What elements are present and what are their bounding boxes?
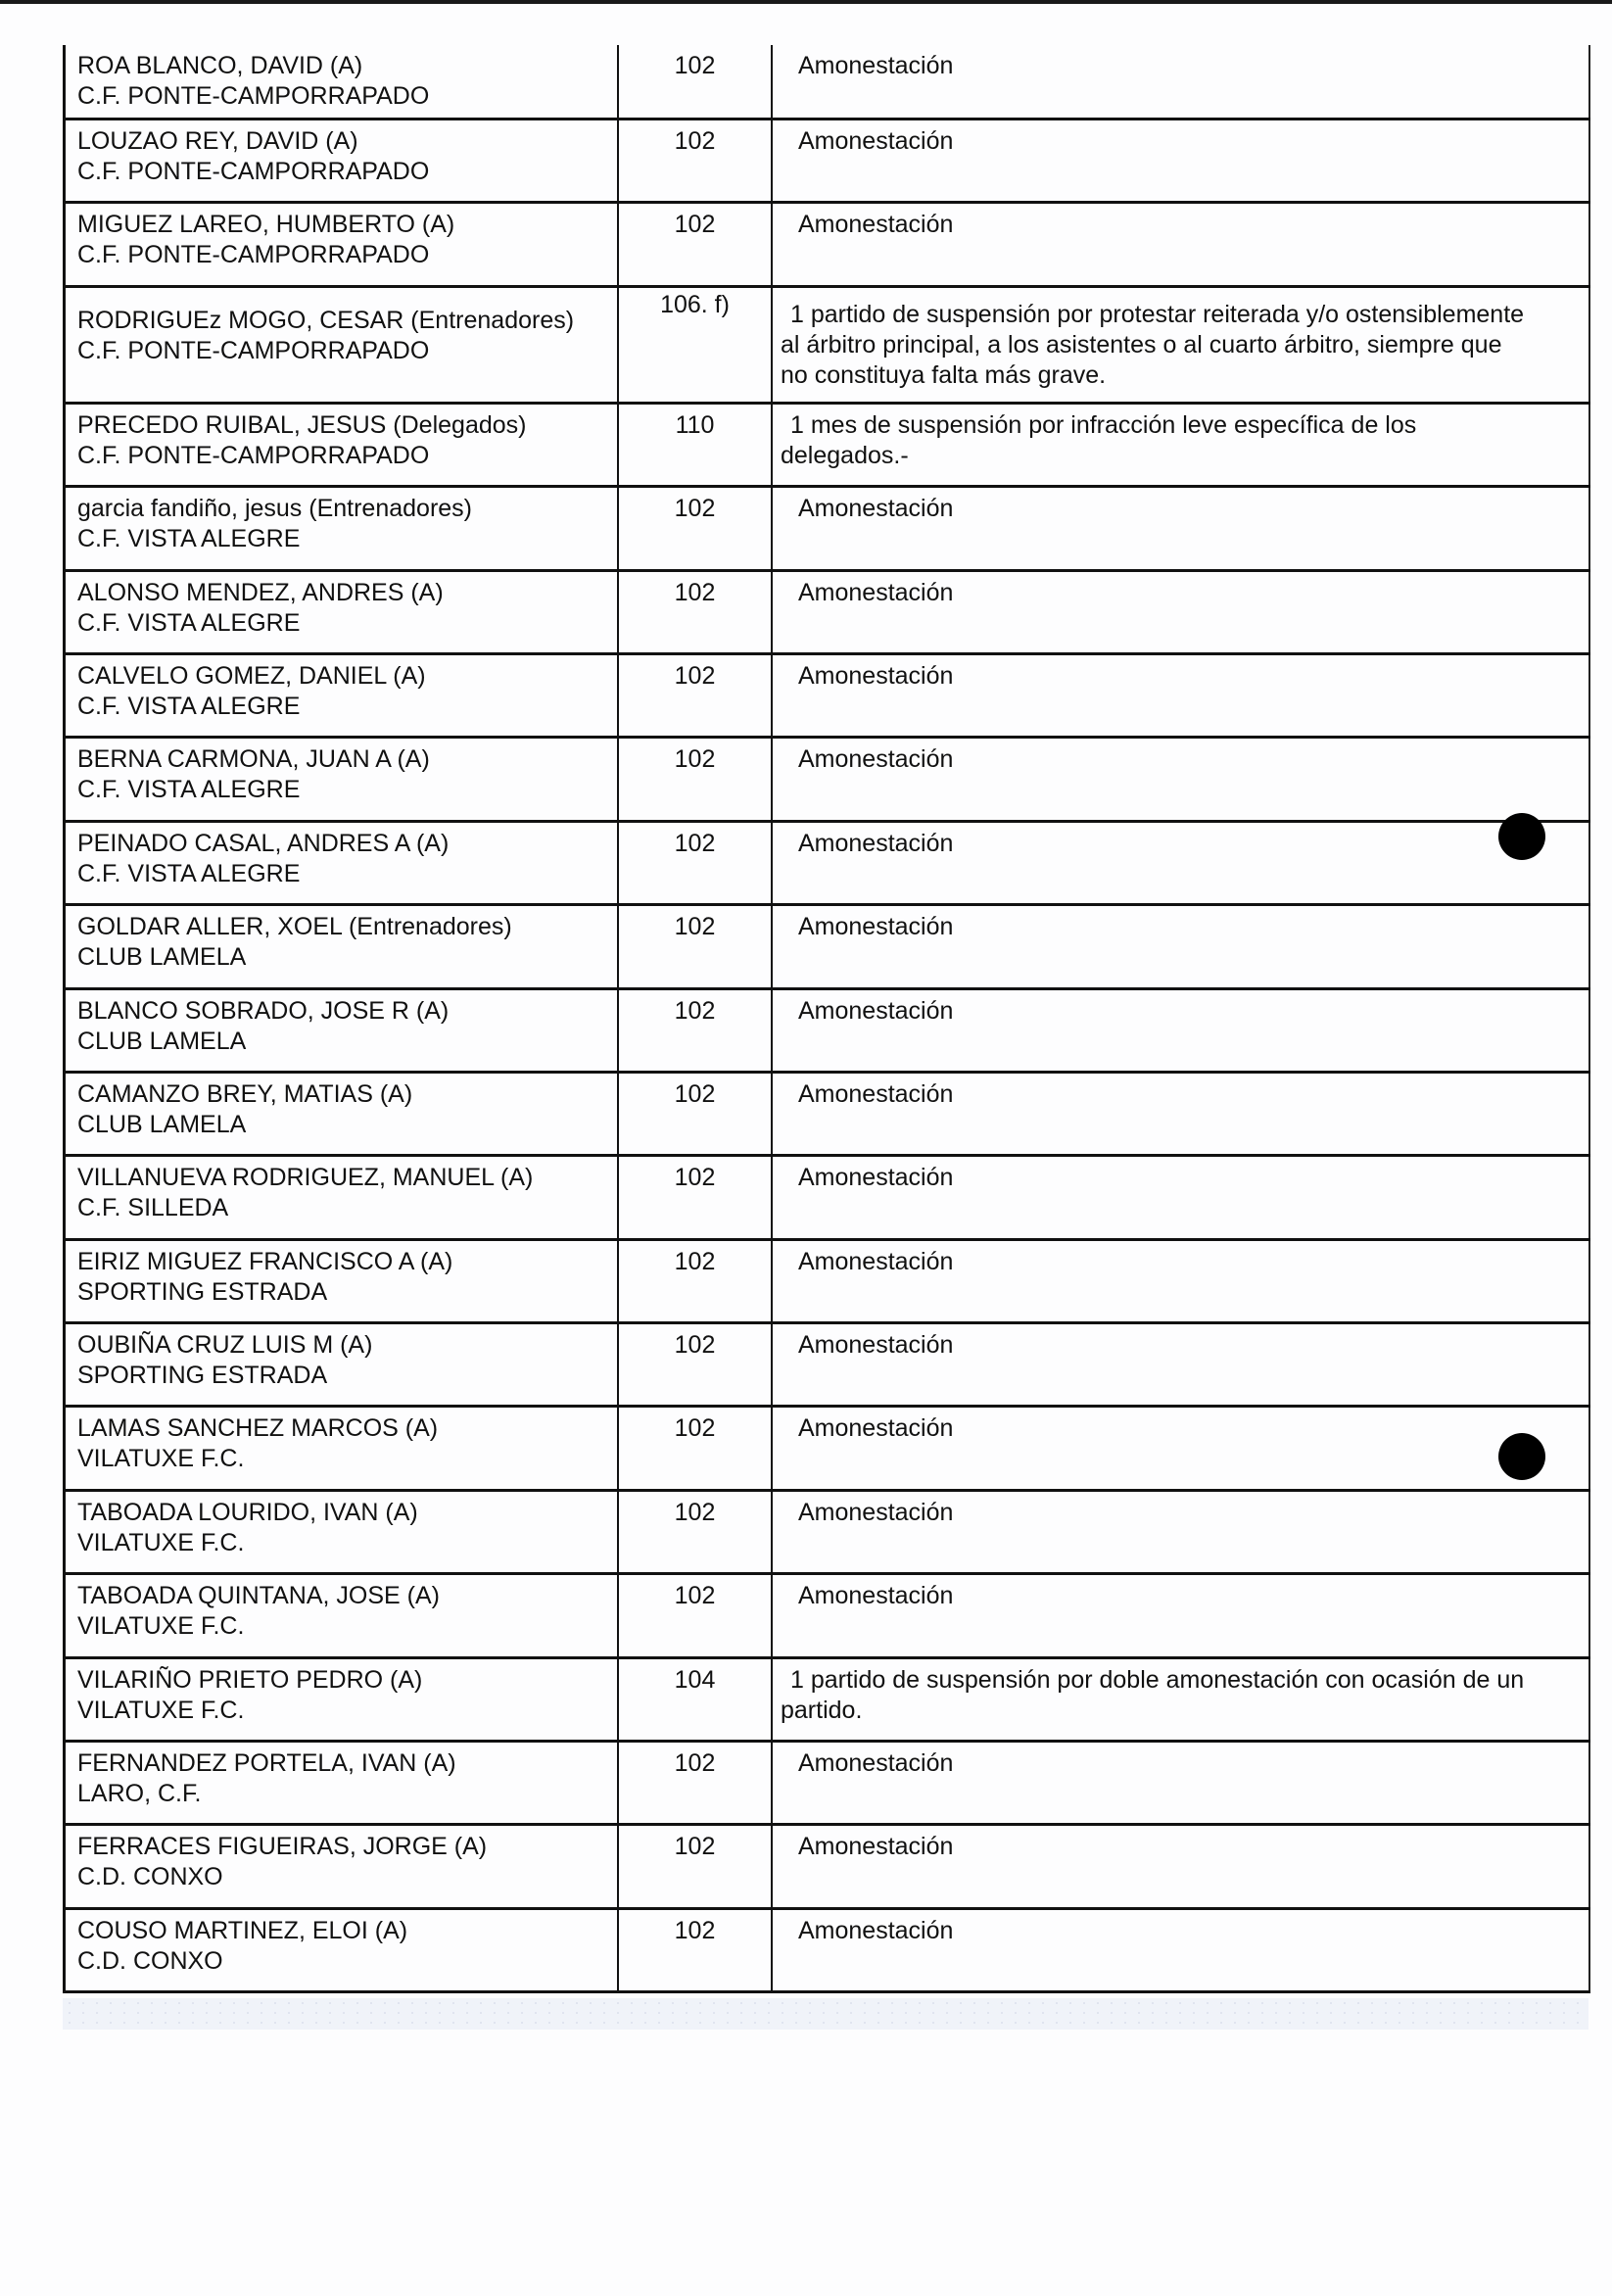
player-name: ALONSO MENDEZ, ANDRES (A) (77, 578, 444, 606)
article-cell: 102 (619, 1157, 773, 1237)
club-name: SPORTING ESTRADA (77, 1362, 328, 1390)
club-name: C.F. SILLEDA (77, 1194, 229, 1222)
player-name: BERNA CARMONA, JUAN A (A) (77, 745, 430, 774)
table-row (63, 288, 1590, 405)
player-cell (63, 405, 619, 485)
club-name: C.F. VISTA ALEGRE (77, 692, 301, 720)
club-name: VILATUXE F.C. (77, 1528, 245, 1556)
table-row (63, 1324, 1590, 1408)
club-name: C.F. PONTE-CAMPORRAPADO (77, 241, 430, 269)
player-cell (63, 1157, 619, 1237)
article-cell: 102 (619, 204, 773, 284)
article-cell: 102 (619, 1241, 773, 1321)
sanction-text: Amonestación (798, 1498, 954, 1526)
player-cell (63, 572, 619, 652)
sanction-cell (773, 204, 1590, 284)
table-row (63, 1074, 1590, 1157)
sanction-cell (773, 1659, 1590, 1740)
player-cell (63, 1492, 619, 1572)
sanction-text: Amonestación (798, 913, 954, 941)
article-cell: 102 (619, 655, 773, 736)
club-name: VILATUXE F.C. (77, 1445, 245, 1473)
sanction-text: Amonestación (798, 829, 954, 857)
club-name: C.F. PONTE-CAMPORRAPADO (77, 441, 430, 469)
punch-hole-mark (1498, 813, 1545, 860)
sanction-cell (773, 1157, 1590, 1237)
player-name: CALVELO GOMEZ, DANIEL (A) (77, 661, 426, 690)
article-cell: 102 (619, 1324, 773, 1405)
sanction-text: Amonestación (798, 1164, 954, 1192)
sanction-cell (773, 1743, 1590, 1823)
player-name: CAMANZO BREY, MATIAS (A) (77, 1079, 413, 1108)
player-cell (63, 1575, 619, 1655)
article-cell: 102 (619, 1408, 773, 1488)
sanction-cell (773, 906, 1590, 986)
player-name: COUSO MARTINEZ, ELOI (A) (77, 1916, 408, 1944)
sanction-cell (773, 1074, 1590, 1154)
article-cell: 102 (619, 1575, 773, 1655)
club-name: C.F. PONTE-CAMPORRAPADO (77, 158, 430, 185)
article-cell: 102 (619, 1743, 773, 1823)
club-name: CLUB LAMELA (77, 943, 247, 972)
player-cell (63, 906, 619, 986)
article-cell: 102 (619, 572, 773, 652)
sanction-cell (773, 1826, 1590, 1906)
club-name: VILATUXE F.C. (77, 1612, 245, 1641)
scan-top-edge (0, 0, 1612, 4)
sanction-text: delegados.- (781, 441, 909, 469)
sanction-text: Amonestación (798, 1916, 954, 1944)
scan-artifact-band (63, 1998, 1588, 2030)
table-row (63, 1910, 1590, 1993)
article-cell: 110 (619, 405, 773, 485)
sanction-text: no constituya falta más grave. (781, 360, 1107, 389)
sanction-text: Amonestación (798, 996, 954, 1025)
sanction-cell (773, 655, 1590, 736)
article-cell: 104 (619, 1659, 773, 1740)
article-cell: 102 (619, 120, 773, 201)
player-name: LAMAS SANCHEZ MARCOS (A) (77, 1414, 439, 1443)
player-name: LOUZAO REY, DAVID (A) (77, 127, 358, 155)
player-cell (63, 655, 619, 736)
sanction-text: Amonestación (798, 1414, 954, 1443)
sanction-text: 1 mes de suspensión por infracción leve específica de los (790, 410, 1417, 439)
article-cell: 102 (619, 823, 773, 903)
club-name: C.F. VISTA ALEGRE (77, 776, 301, 804)
player-cell (63, 1074, 619, 1154)
sanction-text: Amonestación (798, 1331, 954, 1360)
sanction-text: Amonestación (798, 1247, 954, 1275)
table-row (63, 120, 1590, 204)
sanction-cell (773, 572, 1590, 652)
sanction-text: Amonestación (798, 1582, 954, 1610)
club-name: VILATUXE F.C. (77, 1696, 245, 1724)
table-row (63, 1157, 1590, 1240)
player-cell (63, 1826, 619, 1906)
club-name: C.F. VISTA ALEGRE (77, 859, 301, 887)
sanction-text: Amonestación (798, 661, 954, 690)
player-cell (63, 1743, 619, 1823)
table-row (63, 488, 1590, 571)
sanction-text: Amonestación (798, 495, 954, 523)
sanction-text: 1 partido de suspensión por protestar reiterada y/o ostensiblemente (790, 300, 1525, 328)
player-cell (63, 1324, 619, 1405)
article-cell: 102 (619, 1074, 773, 1154)
club-name: C.D. CONXO (77, 1863, 223, 1891)
player-name: MIGUEZ LAREO, HUMBERTO (A) (77, 211, 455, 239)
player-name: PRECEDO RUIBAL, JESUS (Delegados) (77, 410, 527, 439)
article-cell: 102 (619, 739, 773, 819)
article-cell: 102 (619, 1910, 773, 1990)
player-cell (63, 120, 619, 201)
table-row (63, 1659, 1590, 1743)
sanction-text: Amonestación (798, 578, 954, 606)
article-cell: 102 (619, 45, 773, 118)
table-row (63, 1575, 1590, 1658)
club-name: SPORTING ESTRADA (77, 1277, 328, 1306)
player-name: TABOADA LOURIDO, IVAN (A) (77, 1498, 418, 1526)
table-row (63, 572, 1590, 655)
sanction-cell (773, 1492, 1590, 1572)
sanction-text: Amonestación (798, 1749, 954, 1778)
player-cell (63, 823, 619, 903)
sanction-text: Amonestación (798, 745, 954, 774)
sanction-cell (773, 405, 1590, 485)
player-name: FERRACES FIGUEIRAS, JORGE (A) (77, 1833, 488, 1861)
sanction-text: al árbitro principal, a los asistentes o al cuarto árbitro, siempre que (781, 330, 1502, 359)
player-name: BLANCO SOBRADO, JOSE R (A) (77, 996, 450, 1025)
punch-hole-mark (1498, 1433, 1545, 1480)
player-cell (63, 45, 619, 118)
table-row (63, 906, 1590, 989)
table-row (63, 204, 1590, 287)
sanctions-table (63, 45, 1590, 1993)
sanction-cell (773, 120, 1590, 201)
player-name: TABOADA QUINTANA, JOSE (A) (77, 1582, 440, 1610)
table-row (63, 45, 1590, 120)
player-cell (63, 1241, 619, 1321)
player-name: VILLANUEVA RODRIGUEZ, MANUEL (A) (77, 1164, 534, 1192)
player-name: VILARIÑO PRIETO PEDRO (A) (77, 1665, 423, 1694)
sanction-cell (773, 1910, 1590, 1990)
club-name: LARO, C.F. (77, 1780, 202, 1808)
club-name: C.F. VISTA ALEGRE (77, 608, 301, 637)
player-name: PEINADO CASAL, ANDRES A (A) (77, 829, 450, 857)
sanction-text: Amonestación (798, 52, 954, 79)
player-name: GOLDAR ALLER, XOEL (Entrenadores) (77, 913, 512, 941)
article-cell: 102 (619, 1492, 773, 1572)
table-row (63, 739, 1590, 822)
player-cell (63, 1659, 619, 1740)
player-cell (63, 288, 619, 402)
player-name: ROA BLANCO, DAVID (A) (77, 52, 363, 79)
article-cell: 102 (619, 1826, 773, 1906)
player-cell (63, 488, 619, 568)
sanction-cell (773, 1408, 1590, 1488)
sanction-cell (773, 990, 1590, 1071)
sanction-cell (773, 45, 1590, 118)
table-row (63, 990, 1590, 1074)
player-cell (63, 739, 619, 819)
sanction-cell (773, 1575, 1590, 1655)
club-name: CLUB LAMELA (77, 1027, 247, 1055)
club-name: CLUB LAMELA (77, 1110, 247, 1138)
player-cell (63, 1910, 619, 1990)
sanction-cell (773, 288, 1590, 402)
player-name: EIRIZ MIGUEZ FRANCISCO A (A) (77, 1247, 453, 1275)
player-name: OUBIÑA CRUZ LUIS M (A) (77, 1331, 373, 1360)
article-cell: 102 (619, 990, 773, 1071)
table-row (63, 1492, 1590, 1575)
table-row (63, 1743, 1590, 1826)
table-row (63, 1408, 1590, 1491)
player-name: RODRIGUEz MOGO, CESAR (Entrenadores) (77, 306, 575, 334)
sanction-cell (773, 739, 1590, 819)
table-row (63, 1826, 1590, 1909)
sanction-text: Amonestación (798, 1833, 954, 1861)
sanction-text: partido. (781, 1696, 863, 1724)
table-row (63, 405, 1590, 488)
sanction-cell (773, 823, 1590, 903)
table-row (63, 655, 1590, 739)
sanction-cell (773, 1324, 1590, 1405)
player-name: garcia fandiño, jesus (Entrenadores) (77, 495, 473, 523)
sanction-text: Amonestación (798, 1079, 954, 1108)
sanction-cell (773, 1241, 1590, 1321)
sanction-cell (773, 488, 1590, 568)
club-name: C.F. PONTE-CAMPORRAPADO (77, 82, 430, 110)
article-cell: 106. f) (619, 288, 773, 402)
table-row (63, 823, 1590, 906)
player-cell (63, 990, 619, 1071)
table-row (63, 1241, 1590, 1324)
player-cell (63, 1408, 619, 1488)
article-cell: 102 (619, 488, 773, 568)
player-cell (63, 204, 619, 284)
sanction-text: 1 partido de suspensión por doble amonestación con ocasión de un (790, 1665, 1525, 1694)
sanction-text: Amonestación (798, 211, 954, 239)
sanction-text: Amonestación (798, 127, 954, 155)
club-name: C.D. CONXO (77, 1946, 223, 1975)
club-name: C.F. VISTA ALEGRE (77, 525, 301, 553)
club-name: C.F. PONTE-CAMPORRAPADO (77, 336, 430, 364)
player-name: FERNANDEZ PORTELA, IVAN (A) (77, 1749, 456, 1778)
article-cell: 102 (619, 906, 773, 986)
